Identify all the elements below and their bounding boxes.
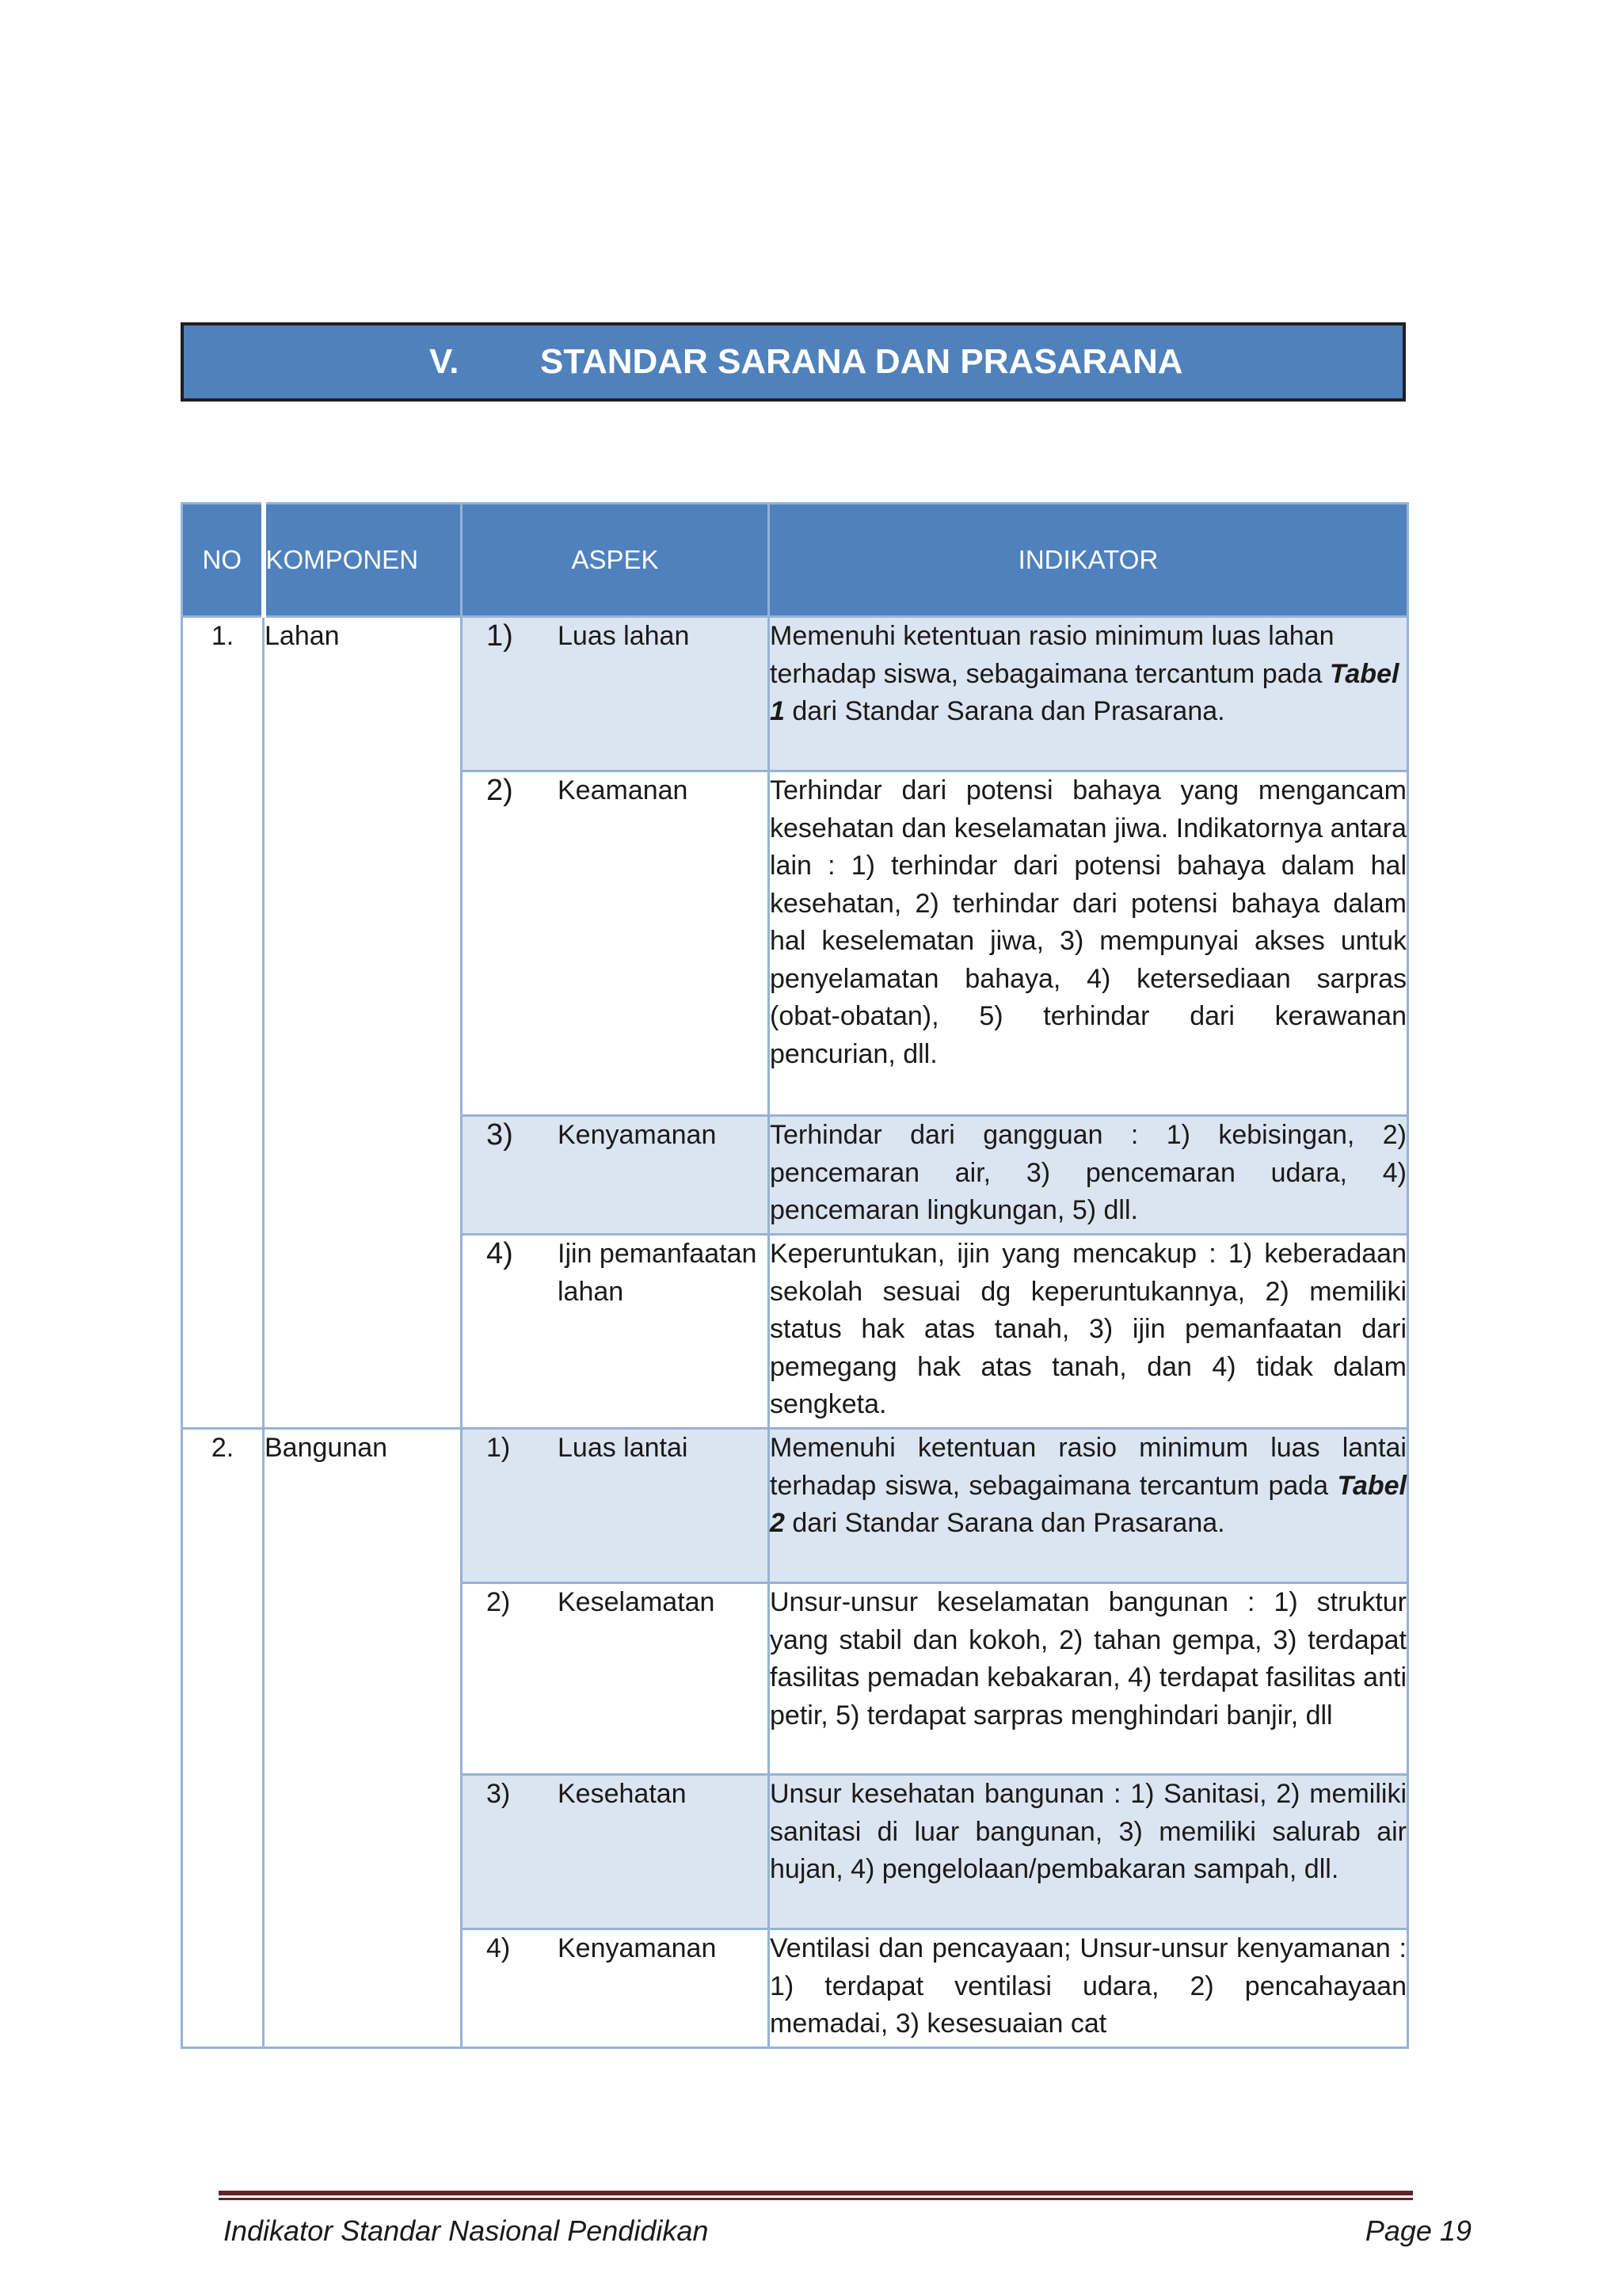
indikator-cell xyxy=(769,617,1408,771)
section-number: V. xyxy=(429,342,459,381)
header-komponen: KOMPONEN xyxy=(264,504,462,617)
indikator-cell: Unsur kesehatan bangunan : 1) Sanitasi, 2) memiliki sanitasi di luar bangunan, 3) memiliki salurab air hujan, 4) pengelolaan/pembakaran sampah, dll. xyxy=(769,1775,1408,1929)
aspek-number: 3) xyxy=(486,1118,513,1152)
indikator-cell: Terhindar dari gangguan : 1) kebisingan, 2) pencemaran air, 3) pencemaran udara, 4) pencemaran lingkungan, 5) dll. xyxy=(769,1116,1408,1235)
aspek-cell xyxy=(462,1775,769,1929)
aspek-number: 2) xyxy=(486,1587,511,1617)
table-header-row xyxy=(182,504,1408,617)
row-number: 2. xyxy=(182,1429,264,2048)
tabel-reference: Tabel 2 xyxy=(770,1470,1407,1538)
table-row xyxy=(182,617,1408,771)
footer-rule-thick xyxy=(219,2191,1413,2195)
indikator-cell: Terhindar dari potensi bahaya yang mengancam kesehatan dan keselamatan jiwa. Indikatornya antara lain : 1) terhindar dari potensi bahaya dalam hal kesehatan, 2) terhindar dari potensi bahaya dalam hal keselematan jiwa, 3) mempunyai akses untuk penyelamatan bahaya, 4) ketersediaan sarpras (obat-obatan), 5) terhindar dari kerawanan pencurian, dll. xyxy=(769,771,1408,1116)
indikator-text-end: dari Standar Sarana dan Prasarana. xyxy=(784,696,1225,726)
section-title-box xyxy=(181,322,1406,402)
indicator-table xyxy=(181,502,1409,2049)
header-no: NO xyxy=(182,504,264,617)
aspek-number: 4) xyxy=(486,1933,511,1963)
footer-rule-thin xyxy=(219,2198,1413,2200)
header-indikator: INDIKATOR xyxy=(769,504,1408,617)
row-komponen: Lahan xyxy=(264,617,462,1429)
aspek-number: 4) xyxy=(486,1237,513,1270)
aspek-cell xyxy=(462,1116,769,1235)
aspek-cell xyxy=(462,617,769,771)
footer-page-number: Page 19 xyxy=(1365,2214,1472,2247)
aspek-label: Keselamatan xyxy=(558,1587,715,1617)
footer-document-title: Indikator Standar Nasional Pendidikan xyxy=(223,2214,709,2247)
indikator-cell xyxy=(769,1429,1408,1583)
aspek-cell xyxy=(462,1235,769,1429)
tabel-reference: Tabel 1 xyxy=(770,658,1399,726)
aspek-label: Kenyamanan xyxy=(558,1933,717,1963)
aspek-number: 1) xyxy=(486,619,513,653)
indikator-text-end: dari Standar Sarana dan Prasarana. xyxy=(784,1508,1225,1538)
aspek-label: Luas lantai xyxy=(558,1433,688,1463)
indikator-text: Memenuhi ketentuan rasio minimum luas lahan terhadap siswa, sebagaimana tercantum pada xyxy=(770,621,1335,689)
aspek-cell xyxy=(462,1429,769,1583)
aspek-label: Kenyamanan xyxy=(558,1120,717,1150)
row-number: 1. xyxy=(182,617,264,1429)
row-komponen: Bangunan xyxy=(264,1429,462,2048)
aspek-label: Kesehatan xyxy=(558,1779,687,1809)
indikator-cell: Keperuntukan, ijin yang mencakup : 1) keberadaan sekolah sesuai dg keperuntukannya, 2) memiliki status hak atas tanah, 3) ijin pemanfaatan dari pemegang hak atas tanah, dan 4) tidak dalam sengketa. xyxy=(769,1235,1408,1429)
indikator-cell: Unsur-unsur keselamatan bangunan : 1) struktur yang stabil dan kokoh, 2) tahan gempa, 3) terdapat fasilitas pemadan kebakaran, 4) terdapat fasilitas anti petir, 5) terdapat sarpras menghindari banjir, dll xyxy=(769,1583,1408,1775)
aspek-number: 3) xyxy=(486,1779,511,1809)
aspek-label: Keamanan xyxy=(558,775,688,805)
aspek-cell xyxy=(462,771,769,1116)
aspek-label: Ijin pemanfaatan lahan xyxy=(558,1239,757,1307)
aspek-cell xyxy=(462,1929,769,2048)
aspek-cell xyxy=(462,1583,769,1775)
aspek-number: 1) xyxy=(486,1433,511,1463)
aspek-number: 2) xyxy=(486,774,513,807)
indikator-cell: Ventilasi dan pencayaan; Unsur-unsur kenyamanan : 1) terdapat ventilasi udara, 2) pencahayaan memadai, 3) kesesuaian cat xyxy=(769,1929,1408,2048)
section-title: STANDAR SARANA DAN PRASARANA xyxy=(540,342,1183,381)
indikator-text: Memenuhi ketentuan rasio minimum luas lantai terhadap siswa, sebagaimana tercantum pada xyxy=(770,1433,1407,1501)
table-row xyxy=(182,1429,1408,1583)
header-aspek: ASPEK xyxy=(462,504,769,617)
aspek-label: Luas lahan xyxy=(558,621,690,651)
